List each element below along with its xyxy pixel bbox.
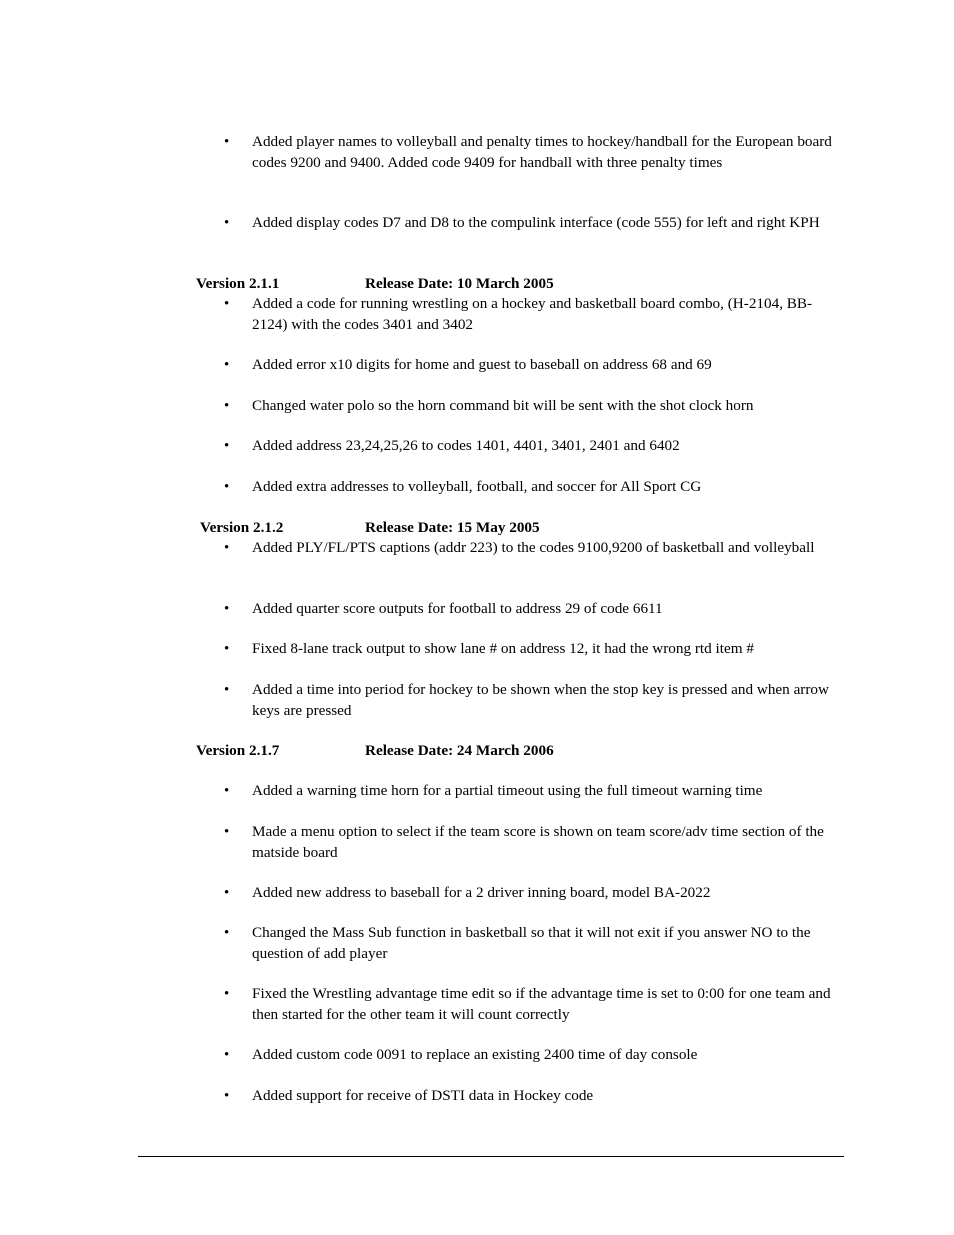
list-item-text: Added player names to volleyball and penalty times to hockey/handball for the European board codes 9200 and 9400. Added code 9409 for handball with three penalty times [252,133,832,171]
list-item-text: Added new address to baseball for a 2 driver inning board, model BA-2022 [252,884,711,901]
list-item-text: Changed water polo so the horn command bit will be sent with the shot clock horn [252,397,754,414]
bullet-glyph: • [224,641,230,657]
version-label: Version 2.1.2 [200,519,284,536]
bullet-glyph: • [224,398,230,414]
list-item-text: Added a time into period for hockey to be shown when the stop key is pressed and when arrow keys are pressed [252,681,829,719]
version-label: Version 2.1.1 [196,275,280,292]
bullet-glyph: • [224,479,230,495]
list-item-text: Added error x10 digits for home and guest to baseball on address 68 and 69 [252,356,712,373]
bullet-glyph: • [224,438,230,454]
list-item-text: Changed the Mass Sub function in basketball so that it will not exit if you answer NO to the question of add player [252,924,811,962]
release-date: Release Date: 15 May 2005 [365,519,540,536]
bullet-glyph: • [224,1047,230,1063]
release-date: Release Date: 10 March 2005 [365,275,554,292]
footer-divider [138,1156,844,1157]
list-item-text: Fixed 8-lane track output to show lane # on address 12, it had the wrong rtd item # [252,640,754,657]
bullet-glyph: • [224,215,230,231]
bullet-glyph: • [224,682,230,698]
bullet-glyph: • [224,925,230,941]
version-label: Version 2.1.7 [196,742,280,759]
list-item-text: Added custom code 0091 to replace an existing 2400 time of day console [252,1046,698,1063]
list-item-text: Added a code for running wrestling on a hockey and basketball board combo, (H-2104, BB-2124) with the codes 3401 and 3402 [252,295,813,333]
release-date: Release Date: 24 March 2006 [365,742,554,759]
list-item-text: Made a menu option to select if the team score is shown on team score/adv time section of the matside board [252,823,824,861]
list-item-text: Added a warning time horn for a partial timeout using the full timeout warning time [252,782,763,799]
bullet-glyph: • [224,1088,230,1104]
bullet-glyph: • [224,783,230,799]
bullet-glyph: • [224,540,230,556]
bullet-glyph: • [224,357,230,373]
list-item-text: Added quarter score outputs for football to address 29 of code 6611 [252,600,663,617]
bullet-glyph: • [224,885,230,901]
bullet-glyph: • [224,824,230,840]
list-item-text: Added display codes D7 and D8 to the compulink interface (code 555) for left and right KPH [252,214,820,231]
bullet-glyph: • [224,134,230,150]
list-item-text: Added support for receive of DSTI data in Hockey code [252,1087,594,1104]
bullet-glyph: • [224,601,230,617]
list-item-text: Fixed the Wrestling advantage time edit so if the advantage time is set to 0:00 for one team and then started for the other team it will count correctly [252,985,831,1023]
bullet-glyph: • [224,296,230,312]
list-item-text: Added extra addresses to volleyball, football, and soccer for All Sport CG [252,478,702,495]
bullet-glyph: • [224,986,230,1002]
list-item-text: Added PLY/FL/PTS captions (addr 223) to the codes 9100,9200 of basketball and volleyball [252,539,815,556]
list-item-text: Added address 23,24,25,26 to codes 1401, 4401, 3401, 2401 and 6402 [252,437,680,454]
